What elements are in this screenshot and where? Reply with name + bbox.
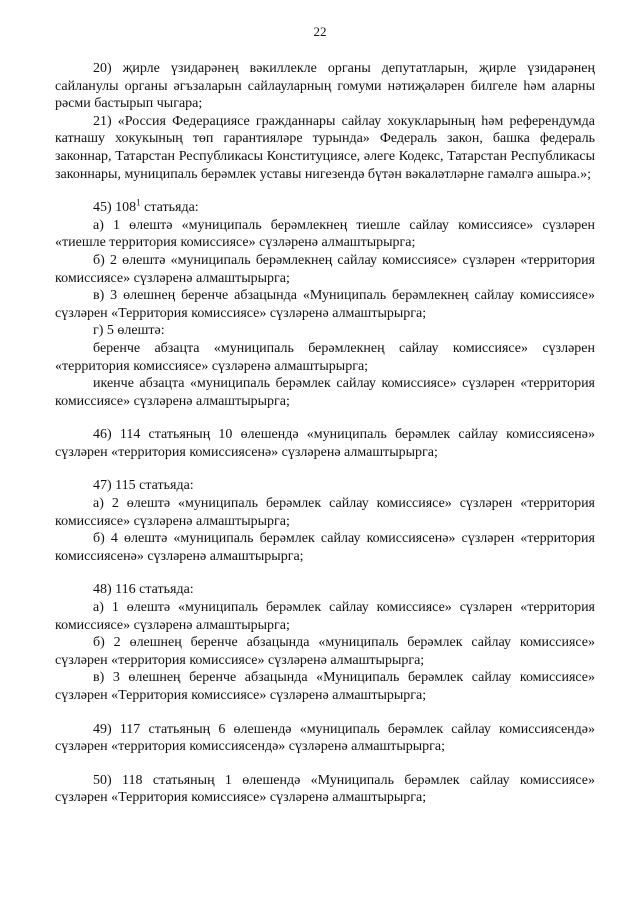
paragraph: б) 2 өлешнең беренче абзацында «муниципаль берәмлек сайлау комиссиясе» сүзләрен «территория комиссиясе» сүзләренә алмаштырырга;	[55, 635, 595, 668]
paragraph: 47) 115 статьяда:	[93, 478, 194, 494]
paragraph-text: статьяда:	[140, 200, 199, 216]
page-number: 22	[313, 24, 327, 39]
paragraph: в) 3 өлешнең беренче абзацында «Муниципаль берәмлекнең сайлау комиссиясе» сүзләрен «Территория комиссиясе» сүзләренә алмаштырырга;	[55, 288, 595, 321]
superscript: 1	[136, 197, 141, 208]
paragraph: 50) 118 статьяның 1 өлешендә «Муниципаль берәмлек сайлау комиссиясе» сүзләрен «Территория комиссиясе» сүзләренә алмаштырырга;	[55, 772, 595, 806]
paragraph: г) 5 өлештә:	[93, 323, 165, 339]
paragraph: а) 2 өлештә «муниципаль берәмлек сайлау комиссиясе» сүзләрен «территория комиссиясе» сүзләренә алмаштырырга;	[55, 496, 595, 529]
paragraph: 21) «Россия Федерациясе гражданнары сайлау хокукларының һәм референдумда катнашу хокукының төп гарантияләре турында» Федераль закон, башка федераль законнар, Татарстан Республикасы Конституциясе, әлеге Кодекс, Татарстан Республикасы законнары, муниципаль берәмлек уставы нигезендә бүтән вәкаләтләрне гамәлгә ашыра.»;	[55, 113, 595, 182]
paragraph: а) 1 өлештә «муниципаль берәмлекнең тиешле сайлау комиссиясе» сүзләрен «тиешле территория комиссиясе» сүзләренә алмаштырырга;	[55, 217, 595, 251]
paragraph: а) 1 өлештә «муниципаль берәмлек сайлау комиссиясе» сүзләрен «территория комиссиясе» сүзләренә алмаштырырга;	[55, 600, 595, 633]
paragraph	[55, 199, 595, 217]
paragraph: 46) 114 статьяның 10 өлешендә «муниципаль берәмлек сайлау комиссиясенә» сүзләрен «территория комиссиясенә» сүзләренә алмаштырырга;	[55, 427, 595, 460]
paragraph: 20) җирле үзидарәнең вәкиллекле органы депутатларын, җирле үзидарәнең сайланулы органы әгъзаларын сайлауларның гомуми нәтиҗәләрен билгеле һәм аларны рәсми бастырып чыгара;	[55, 61, 595, 112]
paragraph: б) 2 өлештә «муниципаль берәмлекнең сайлау комиссиясе» сүзләрен «территория комиссиясе» сүзләренә алмаштырырга;	[55, 252, 595, 286]
paragraph: в) 3 өлешнең беренче абзацында «Муниципаль берәмлек сайлау комиссиясе» сүзләрен «Территория комиссиясе» сүзләренә алмаштырырга;	[55, 670, 595, 703]
paragraph: 48) 116 статьяда:	[93, 582, 194, 598]
document-body	[55, 60, 595, 807]
paragraph: б) 4 өлештә «муниципаль берәмлек сайлау комиссиясенә» сүзләрен «территория комиссиясенә» сүзләренә алмаштырырга;	[55, 531, 595, 564]
paragraph: беренче абзацта «муниципаль берәмлекнең сайлау комиссиясе» сүзләрен «территория комиссиясе» сүзләренә алмаштырырга;	[55, 340, 595, 374]
paragraph: 49) 117 статьяның 6 өлешендә «муниципаль берәмлек сайлау комиссиясендә» сүзләрен «территория комиссиясендә» сүзләренә алмаштырырга;	[55, 721, 595, 755]
paragraph-text: 45) 108	[93, 200, 137, 216]
paragraph: икенче абзацта «муниципаль берәмлек сайлау комиссиясе» сүзләрен «территория комиссиясе» сүзләренә алмаштырырга;	[55, 376, 595, 409]
